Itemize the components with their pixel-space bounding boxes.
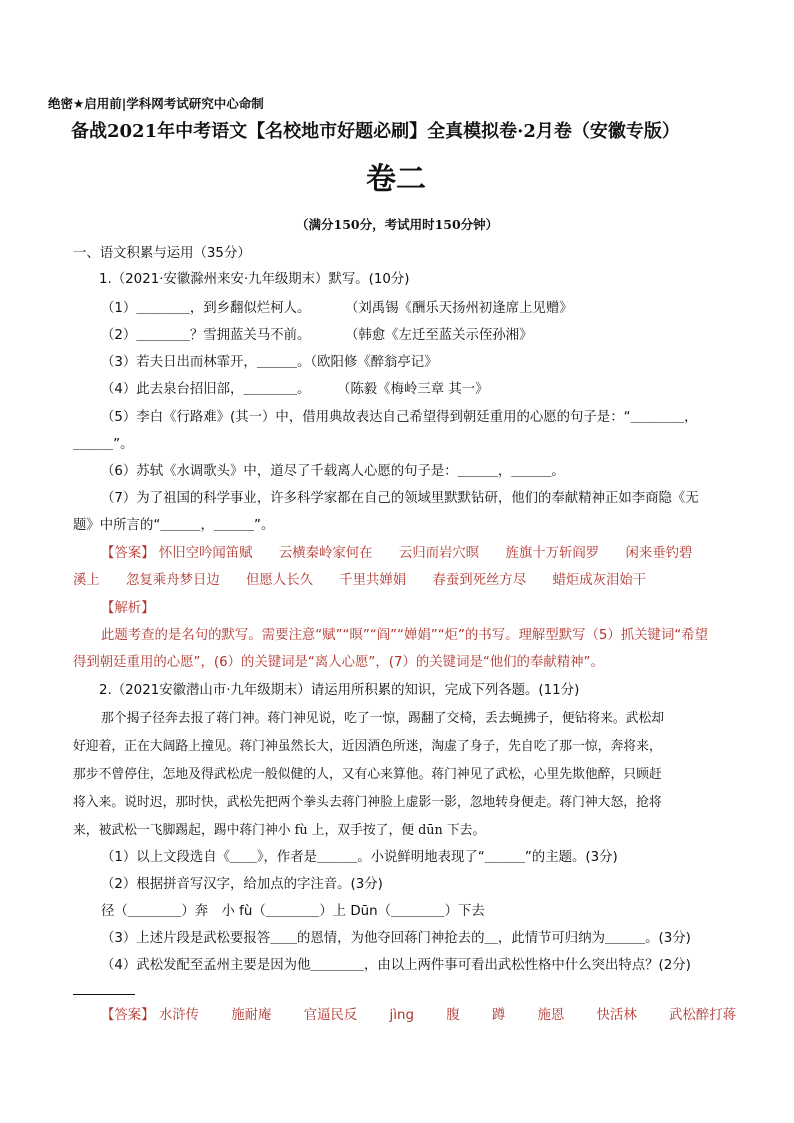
answer-item: 千里共婵娟 <box>339 573 407 588</box>
answer-item: 云归而岩穴暝 <box>398 546 480 561</box>
answer-item: 闲来垂钓碧 <box>625 546 693 561</box>
subtitle: 卷二 <box>366 162 426 197</box>
section-heading: 一、语文积累与运用（35分） <box>73 246 251 261</box>
answer-item: 腹 <box>446 1008 460 1023</box>
q1-item-5-cont: ＿＿＿”。 <box>73 437 134 452</box>
q2-sub-4: （4）武松发配至孟州主要是因为他＿＿＿＿，由以上两件事可看出武松性格中什么突出特点？(2分) <box>101 958 691 973</box>
q1-stem: 1.（2021·安徽滁州来安·九年级期末）默写。(10分) <box>99 272 410 287</box>
top-label: 绝密★启用前|学科网考试研究中心命制 <box>48 96 264 111</box>
q1-item-3: （3）若夫日出而林霏开，＿＿＿。（欧阳修《醉翁亭记》 <box>101 355 438 370</box>
q2-sub-2-blanks: 径（＿＿＿＿）奔 小 fù（＿＿＿＿）上 Dūn（＿＿＿＿）下去 <box>101 904 485 919</box>
q1-answer-line-2 <box>73 572 646 590</box>
q2-sub-3: （3）上述片段是武松要报答＿＿的恩情，为他夺回蒋门神抢去的＿，此情节可归纳为＿＿＿。(3分) <box>101 931 691 946</box>
passage-line: 来，被武松一飞脚踢起，踢中蒋门神小 fù 上，双手按了，便 dūn 下去。 <box>73 823 486 838</box>
answer-item: jìng <box>389 1008 414 1023</box>
q1-item-1: （1）＿＿＿＿，到乡翻似烂柯人。 <box>101 301 311 316</box>
passage-line: 那个揭子径奔去报了蒋门神。蒋门神见说，吃了一惊，踢翻了交椅，丢去蝇拂子，便钻将来。武松却 <box>101 711 665 726</box>
answer-item: 春蚕到死丝方尽 <box>432 573 527 588</box>
answer-item: 蜡炬成灰泪始干 <box>552 573 647 588</box>
answer-item: 施恩 <box>537 1008 565 1023</box>
answer-underline <box>73 994 135 995</box>
analysis-line-1: 此题考查的是名句的默写。需要注意“赋”“暝”“阎”“婵娟”“炬”的书写。理解型默写（5）抓关键词“希望 <box>101 628 709 643</box>
answer-label: 【答案】 <box>101 1008 155 1023</box>
answer-item: 云横秦岭家何在 <box>278 546 373 561</box>
score-time-note: （满分150分，考试用时150分钟） <box>296 217 499 232</box>
answer-item: 水浒传 <box>158 1008 199 1023</box>
q1-item-5: （5）李白《行路难》(其一）中，借用典故表达自己希望得到朝廷重用的心愿的句子是：“＿＿＿＿， <box>101 410 698 425</box>
q1-item-2: （2）＿＿＿＿？雪拥蓝关马不前。 <box>101 328 311 343</box>
q1-item-4-source: （陈毅《梅岭三章 其一》 <box>337 382 489 397</box>
answer-item: 但愿人长久 <box>246 573 313 588</box>
main-title: 备战2021年中考语文【名校地市好题必刷】全真模拟卷·2月卷（安徽专版） <box>71 121 680 142</box>
passage-line: 那步不曾停住，怎地及得武松虎一般似健的人，又有心来算他。蒋门神见了武松，心里先欺他醉，只顾赶 <box>73 767 662 782</box>
answer-item: 施耐庵 <box>231 1008 272 1023</box>
q1-item-7: （7）为了祖国的科学事业，许多科学家都在自己的领域里默默钻研，他们的奉献精神正如李商隐《无 <box>101 491 699 506</box>
passage-line: 好迎着，正在大阔路上撞见。蒋门神虽然长大，近因酒色所迷，淘虚了身子，先自吃了那一惊，奔将来， <box>73 739 662 754</box>
q1-item-2-source: （韩愈《左迁至蓝关示侄孙湘》 <box>345 328 533 343</box>
q1-item-6: （6）苏轼《水调歌头》中，道尽了千载离人心愿的句子是：＿＿＿，＿＿＿。 <box>101 464 565 479</box>
q2-sub-1: （1）以上文段选自《＿＿》，作者是＿＿＿。小说鲜明地表现了“＿＿＿”的主题。(3分) <box>101 850 618 865</box>
analysis-line-2: 得到朝廷重用的心愿”，(6）的关键词是“离人心愿”，(7）的关键词是“他们的奉献精神”。 <box>73 655 604 670</box>
q1-item-1-source: （刘禹锡《酬乐天扬州初逢席上见赠》 <box>345 301 573 316</box>
q1-item-7-cont: 题》中所言的“＿＿＿，＿＿＿”。 <box>73 518 275 533</box>
q2-answer-line <box>101 1007 736 1025</box>
q1-answer-line-1 <box>101 545 692 563</box>
analysis-label: 【解析】 <box>101 601 155 616</box>
answer-item: 旌旗十万斩阎罗 <box>505 546 600 561</box>
answer-item: 官逼民反 <box>303 1008 358 1023</box>
answer-item: 忽复乘舟梦日边 <box>126 573 220 588</box>
answer-item: 蹲 <box>491 1008 506 1023</box>
q1-item-4: （4）此去泉台招旧部，＿＿＿＿。 <box>101 382 311 397</box>
answer-item: 快活林 <box>596 1008 637 1023</box>
answer-label: 【答案】 <box>101 546 155 561</box>
passage-line: 将入来。说时迟，那时快，武松先把两个拳头去蒋门神脸上虚影一影，忽地转身便走。蒋门神大怒，抢将 <box>73 795 662 810</box>
q2-sub-2: （2）根据拼音写汉字，给加点的字注音。(3分) <box>101 877 383 892</box>
answer-item: 怀旧空吟闻笛赋 <box>158 546 253 561</box>
answer-item: 溪上 <box>73 573 100 588</box>
answer-item: 武松醉打蒋 <box>669 1008 736 1023</box>
q2-stem: 2.（2021安徽潜山市·九年级期末）请运用所积累的知识，完成下列各题。(11分) <box>99 683 580 698</box>
